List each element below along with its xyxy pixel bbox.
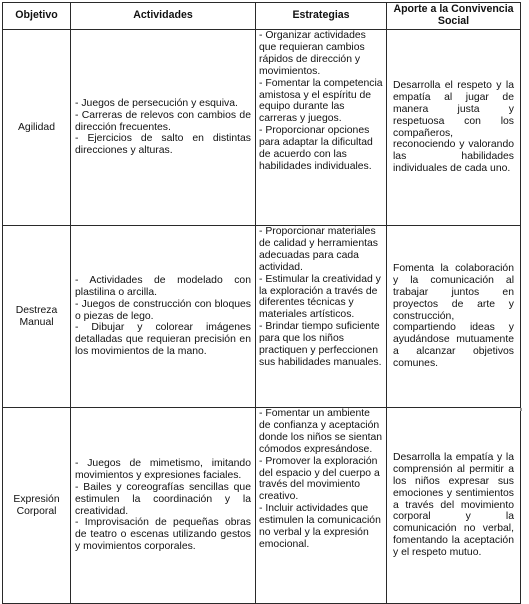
actividad-item: - Bailes y coreografías sencillas que estimulen la coordinación y la creatividad. — [75, 481, 251, 517]
actividades-cell — [71, 30, 256, 226]
table-row-expresion-corporal — [3, 408, 521, 604]
estrategia-item: - Promover la exploración del espacio y del cuerpo a través del movimiento creativo. — [259, 455, 380, 503]
actividades-cell — [71, 408, 256, 604]
estrategias-cell — [256, 30, 387, 226]
header-actividades: Actividades — [71, 3, 256, 30]
actividad-item: - Ejercicios de salto en distintas direcciones y alturas. — [75, 133, 251, 157]
estrategia-item: - Fomentar la competencia amistosa y el espíritu de equipo durante las carreras y juegos. — [259, 77, 383, 125]
actividad-item: - Improvisación de pequeñas obras de teatro o escenas utilizando gestos y movimientos corporales. — [75, 517, 251, 553]
objetivo-cell: Agilidad — [3, 30, 71, 226]
actividades-cell — [71, 226, 256, 408]
objetivo-cell: Destreza Manual — [3, 226, 71, 408]
header-objetivo: Objetivo — [3, 3, 71, 30]
actividad-item: - Carreras de relevos con cambios de dirección frecuentes. — [75, 109, 251, 133]
actividad-item: - Juegos de persecución y esquiva. — [75, 97, 238, 109]
estrategia-item: - Proporcionar opciones para adaptar la dificultad de acuerdo con las habilidades individuales. — [259, 125, 373, 172]
table-row-destreza-manual — [3, 226, 521, 408]
header-aporte: Aporte a la Convivencia Social — [387, 3, 521, 30]
actividad-item: - Juegos de construcción con bloques o piezas de lego. — [75, 298, 251, 322]
objetivo-cell: Expresión Corporal — [3, 408, 71, 604]
estrategia-item: - Incluir actividades que estimulen la comunicación no verbal y la expresión emocional. — [259, 503, 381, 550]
actividad-item: - Actividades de modelado con plastilina o arcilla. — [75, 274, 251, 298]
estrategias-cell — [256, 226, 387, 408]
actividad-item: - Dibujar y colorear imágenes detalladas que requieran precisión en los movimientos de la mano. — [75, 322, 251, 358]
estrategia-item: - Brindar tiempo suficiente para que los niños practiquen y perfeccionen sus habilidades manuales. — [259, 321, 382, 368]
estrategia-item: - Estimular la creatividad y la exploración a través de diferentes técnicas y materiales artísticos. — [259, 273, 381, 321]
estrategias-cell — [256, 408, 387, 604]
actividad-item: - Juegos de mimetismo, imitando movimientos y expresiones faciales. — [75, 457, 251, 481]
table-row-agilidad — [3, 30, 521, 226]
aporte-cell: Desarrolla el respeto y la empatía al jugar de manera justa y respetuosa con los compañeros, reconociendo y valorando las habilidades individuales de cada uno. — [387, 30, 521, 226]
estrategia-item: - Organizar actividades que requieran cambios rápidos de dirección y movimientos. — [259, 30, 366, 77]
header-row — [3, 3, 521, 30]
strategies-table — [2, 2, 521, 604]
estrategia-item: - Proporcionar materiales de calidad y herramientas adecuadas para cada actividad. — [259, 226, 378, 273]
aporte-cell: Desarrolla la empatía y la comprensión al permitir a los niños expresar sus emociones y sentimientos a través del movimiento corporal y la comunicación no verbal, fomentando la aceptación y el respeto mutuo. — [387, 408, 521, 604]
header-estrategias: Estrategias — [256, 3, 387, 30]
estrategia-item: - Fomentar un ambiente de confianza y aceptación donde los niños se sientan cómodos expresándose. — [259, 408, 383, 455]
aporte-cell: Fomenta la colaboración y la comunicación al trabajar juntos en proyectos de arte y construcción, compartiendo ideas y ayudándose mutuamente a alcanzar objetivos comunes. — [387, 226, 521, 408]
edge-tick — [520, 408, 522, 411]
